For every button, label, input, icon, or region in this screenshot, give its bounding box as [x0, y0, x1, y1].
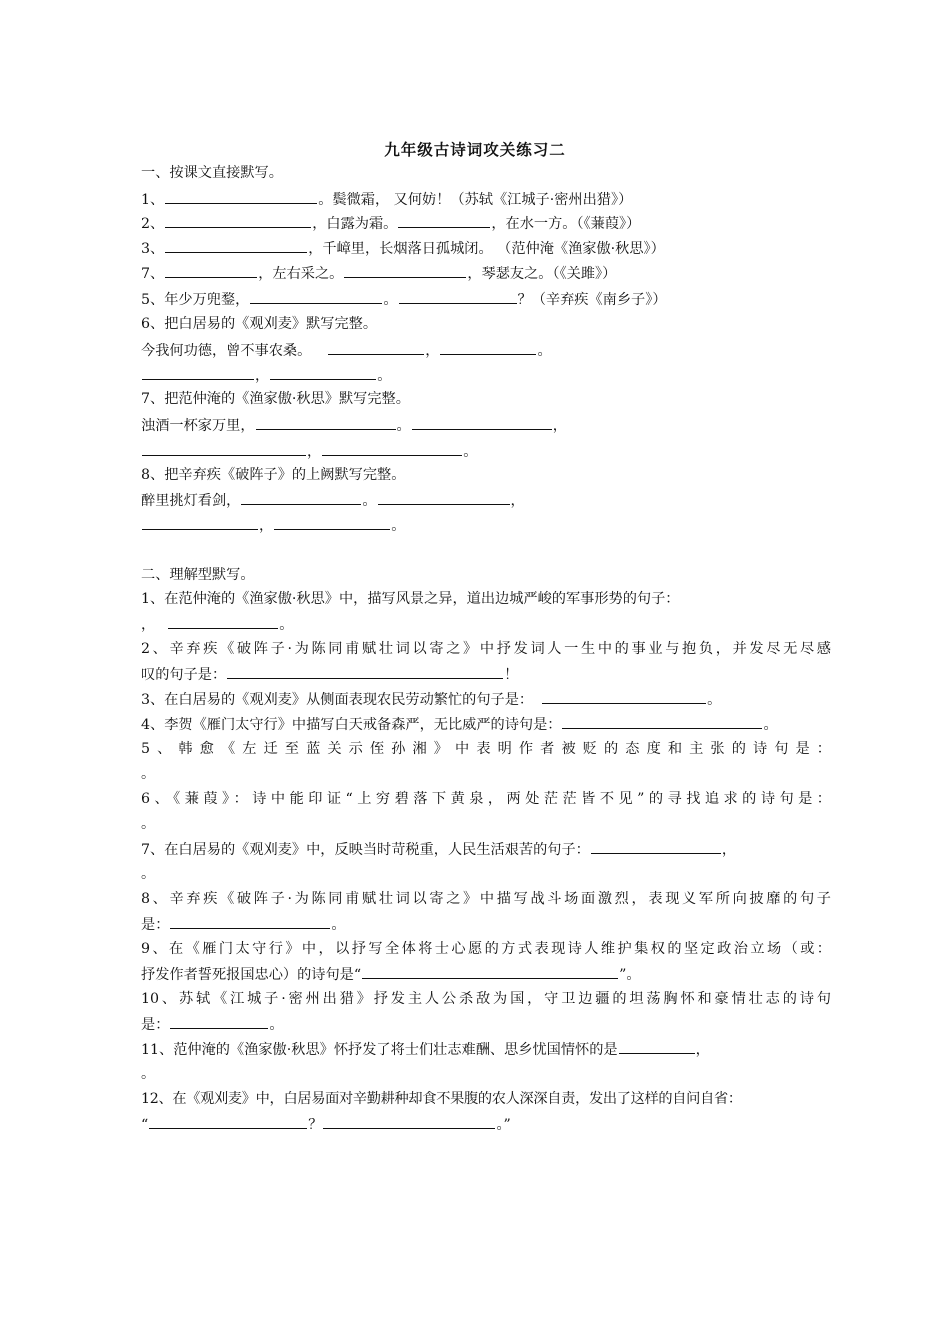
question-2-11-end: 。	[141, 1066, 156, 1082]
question-2-10-line1: 10、苏轼《江城子·密州出猎》抒发主人公杀敌为国，守卫边疆的坦荡胸怀和豪情壮志的诗句	[141, 991, 831, 1007]
answer-blank[interactable]	[142, 441, 306, 456]
section-one-heading: 一、按课文直接默写。	[141, 165, 283, 181]
question-2-2-line2: 叹的句子是： ！	[141, 664, 831, 685]
answer-blank[interactable]	[399, 289, 517, 304]
answer-blank[interactable]	[165, 263, 257, 278]
question-2-1-line2: ， 。	[141, 614, 831, 635]
answer-blank[interactable]	[170, 914, 330, 929]
answer-blank[interactable]	[170, 1014, 268, 1029]
answer-blank[interactable]	[591, 839, 721, 854]
answer-blank[interactable]	[250, 289, 382, 304]
question-2-6: 6、《蒹葭》：诗中能印证“上穷碧落下黄泉，两处茫茫皆不见”的寻找追求的诗句是：	[141, 791, 831, 807]
answer-blank[interactable]	[165, 238, 307, 253]
answer-blank[interactable]	[149, 1114, 307, 1129]
question-2-8-line2: 是： 。	[141, 914, 831, 935]
answer-blank[interactable]	[562, 714, 762, 729]
answer-blank[interactable]	[227, 664, 503, 679]
answer-blank[interactable]	[142, 515, 258, 530]
answer-blank[interactable]	[619, 1039, 695, 1054]
question-2-11: 11、范仲淹的《渔家傲·秋思》怀抒发了将士们壮志难酬、思乡忧国情怀的是 ，	[141, 1039, 831, 1060]
question-2-1-line1: 1、在范仲淹的《渔家傲·秋思》中，描写风景之异，道出边城严峻的军事形势的句子：	[141, 591, 680, 607]
question-1-8-line2: ， 。	[141, 515, 831, 536]
question-2-9-line1: 9、在《雁门太守行》中，以抒写全体将士心愿的方式表现诗人维护集权的坚定政治立场（或：	[141, 941, 831, 957]
answer-blank[interactable]	[362, 964, 618, 979]
question-2-12-line2: “ ？ 。”	[141, 1114, 831, 1135]
question-1-6-prompt: 6、把白居易的《观刈麦》默写完整。	[141, 316, 378, 332]
answer-blank[interactable]	[165, 189, 317, 204]
question-1-3: 3、 ，千嶂里，长烟落日孤城闭。 （范仲淹《渔家傲·秋思》）	[141, 238, 831, 259]
answer-blank[interactable]	[165, 213, 311, 228]
question-2-2-line1: 2、辛弃疾《破阵子·为陈同甫赋壮词以寄之》中抒发词人一生中的事业与抱负，并发尽无尽感	[141, 641, 831, 657]
answer-blank[interactable]	[142, 365, 254, 380]
question-2-6-end: 。	[141, 816, 156, 832]
question-1-7-line1: 浊酒一杯家万里， 。 ，	[141, 415, 831, 436]
answer-blank[interactable]	[322, 441, 462, 456]
question-2-3: 3、在白居易的《观刈麦》从侧面表现农民劳动繁忙的句子是： 。	[141, 689, 831, 710]
answer-blank[interactable]	[256, 415, 396, 430]
question-1-7-line2: ， 。	[141, 441, 831, 462]
question-2-5-end: 。	[141, 766, 156, 782]
answer-blank[interactable]	[398, 213, 490, 228]
answer-blank[interactable]	[344, 263, 466, 278]
answer-blank[interactable]	[323, 1114, 495, 1129]
answer-blank[interactable]	[274, 515, 390, 530]
question-1-8-line1: 醉里挑灯看剑， 。 ，	[141, 490, 831, 511]
question-2-8-line1: 8、辛弃疾《破阵子·为陈同甫赋壮词以寄之》中描写战斗场面激烈，表现义军所向披靡的句子	[141, 891, 831, 907]
question-1-2: 2、 ，白露为霜。 ，在水一方。（《蒹葭》）	[141, 213, 831, 234]
answer-blank[interactable]	[412, 415, 552, 430]
question-1-5: 5、年少万兜鍪， 。 ？（辛弃疾《南乡子》）	[141, 289, 831, 310]
question-2-9-line2: 抒发作者誓死报国忠心）的诗句是“ ”。	[141, 964, 831, 985]
question-2-10-line2: 是： 。	[141, 1014, 831, 1035]
section-two-heading: 二、理解型默写。	[141, 567, 255, 583]
answer-blank[interactable]	[241, 490, 361, 505]
answer-blank[interactable]	[542, 689, 706, 704]
answer-blank[interactable]	[270, 365, 376, 380]
question-1-4: 7、 ，左右采之。 ，琴瑟友之。（《关雎》）	[141, 263, 831, 284]
question-1-6-line1: 今我何功德，曾不事农桑。 ， 。	[141, 340, 831, 361]
question-2-7: 7、在白居易的《观刈麦》中，反映当时苛税重，人民生活艰苦的句子： ，	[141, 839, 831, 860]
question-2-5: 5、韩愈《左迁至蓝关示侄孙湘》中表明作者被贬的态度和主张的诗句是：	[141, 741, 831, 757]
page-title: 九年级古诗词攻关练习二	[384, 140, 566, 159]
question-1-8-prompt: 8、把辛弃疾《破阵子》的上阙默写完整。	[141, 467, 406, 483]
question-1-7-prompt: 7、把范仲淹的《渔家傲·秋思》默写完整。	[141, 391, 410, 407]
answer-blank[interactable]	[168, 614, 278, 629]
answer-blank[interactable]	[328, 340, 424, 355]
answer-blank[interactable]	[378, 490, 510, 505]
question-2-7-end: 。	[141, 866, 156, 882]
question-1-1: 1、 。鬓微霜， 又何妨！（苏轼《江城子·密州出猎》）	[141, 189, 831, 210]
question-1-6-line2: ， 。	[141, 365, 831, 386]
answer-blank[interactable]	[440, 340, 536, 355]
question-2-4: 4、李贺《雁门太守行》中描写白天戒备森严，无比威严的诗句是： 。	[141, 714, 831, 735]
question-2-12-line1: 12、在《观刈麦》中，白居易面对辛勤耕种却食不果腹的农人深深自责，发出了这样的自问自省：	[141, 1091, 742, 1107]
